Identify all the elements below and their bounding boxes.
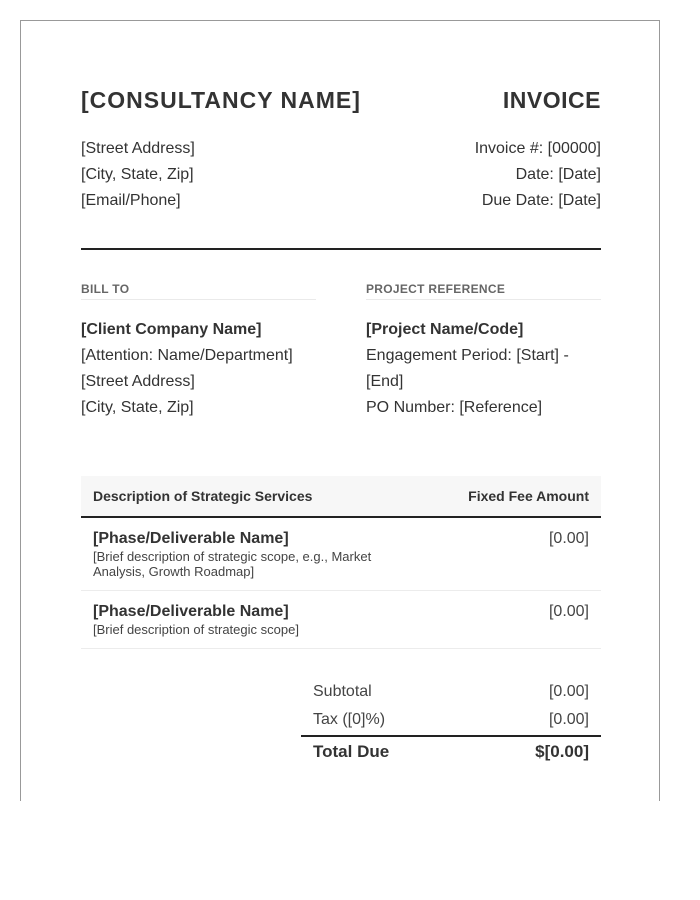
deliverable-name: [Phase/Deliverable Name] bbox=[93, 603, 289, 620]
invoice-date: Date: [Date] bbox=[515, 166, 601, 183]
sender-contact: [Email/Phone] bbox=[81, 192, 181, 209]
total-divider bbox=[301, 735, 601, 737]
project-reference-label: PROJECT REFERENCE bbox=[366, 282, 506, 296]
engagement-period: Engagement Period: [Start] - bbox=[366, 347, 569, 364]
amount-column-header: Fixed Fee Amount bbox=[468, 488, 589, 504]
invoice-title: INVOICE bbox=[502, 87, 601, 113]
invoice-due-date: Due Date: [Date] bbox=[481, 192, 601, 209]
sender-city: [City, State, Zip] bbox=[81, 166, 194, 183]
sender-address bbox=[81, 136, 195, 214]
sender-street: [Street Address] bbox=[81, 140, 195, 157]
services-table-header bbox=[81, 476, 601, 518]
project-reference-divider bbox=[366, 299, 601, 300]
invoice-meta bbox=[475, 136, 601, 214]
client-company-name: [Client Company Name] bbox=[81, 321, 262, 338]
deliverable-description: [Brief description of strategic scope] bbox=[93, 622, 299, 637]
deliverable-amount: [0.00] bbox=[548, 530, 589, 547]
deliverable-amount: [0.00] bbox=[548, 603, 589, 620]
deliverable-name: [Phase/Deliverable Name] bbox=[93, 530, 289, 547]
table-row bbox=[81, 591, 601, 649]
invoice-page bbox=[20, 20, 660, 801]
bill-to-divider bbox=[81, 299, 316, 300]
client-city: [City, State, Zip] bbox=[81, 399, 194, 416]
bill-to-block bbox=[81, 317, 293, 421]
client-street: [Street Address] bbox=[81, 373, 195, 390]
deliverable-description: [Brief description of strategic scope, e.g., Market Analysis, Growth Roadmap] bbox=[93, 549, 372, 579]
client-attention: [Attention: Name/Department] bbox=[81, 347, 293, 364]
subtotal-label: Subtotal bbox=[313, 683, 372, 700]
table-row bbox=[81, 518, 601, 591]
header-divider bbox=[81, 248, 601, 250]
project-name: [Project Name/Code] bbox=[366, 321, 524, 338]
total-due-value: $[0.00] bbox=[535, 742, 589, 761]
po-number: PO Number: [Reference] bbox=[366, 399, 543, 416]
tax-label: Tax ([0]%) bbox=[313, 711, 386, 728]
engagement-period-end: [End] bbox=[366, 373, 404, 390]
project-reference-block bbox=[366, 317, 601, 421]
tax-value: [0.00] bbox=[548, 711, 589, 728]
invoice-number: Invoice #: [00000] bbox=[474, 140, 601, 157]
bill-to-label: BILL TO bbox=[81, 282, 130, 296]
description-column-header: Description of Strategic Services bbox=[93, 488, 313, 504]
total-due-label: Total Due bbox=[313, 742, 390, 761]
company-name: [CONSULTANCY NAME] bbox=[81, 87, 361, 113]
subtotal-value: [0.00] bbox=[548, 683, 589, 700]
